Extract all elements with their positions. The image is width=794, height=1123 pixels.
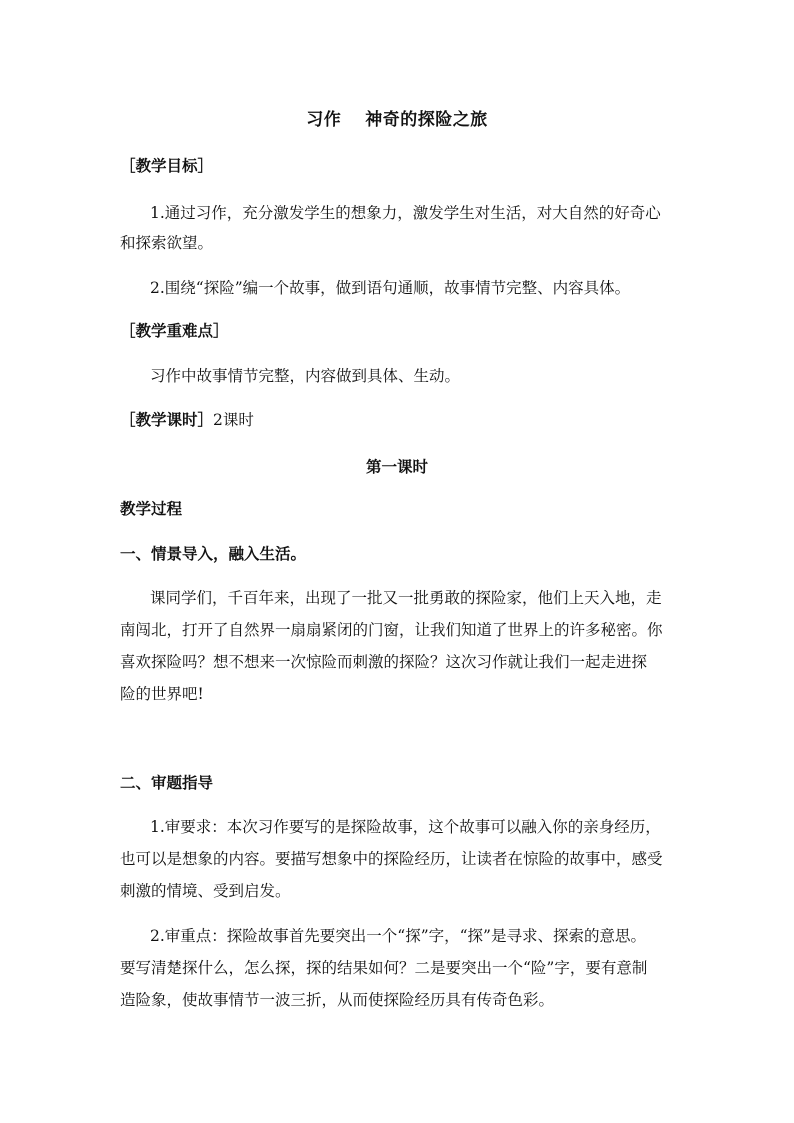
keypoints-heading: ［教学重难点］ (120, 322, 229, 340)
section-2-item-1-line-1: 1.审要求：本次习作要写的是探险故事，这个故事可以融入你的亲身经历， (150, 818, 661, 836)
section-2-item-1-line-3: 刺激的情境、受到启发。 (120, 882, 291, 900)
section-2-item-2-line-2: 要写清楚探什么，怎么探，探的结果如何？二是要突出一个“险”字，要有意制 (120, 959, 648, 977)
title-part-1: 习作 (306, 110, 342, 130)
keypoints-text: 习作中故事情节完整，内容做到具体、生动。 (150, 367, 461, 385)
lesson-heading: 第一课时 (365, 458, 428, 476)
objective-1-line-2: 和探索欲望。 (120, 234, 214, 252)
objective-1-line-1: 1.通过习作，充分激发学生的想象力，激发学生对生活，对大自然的好奇心 (150, 204, 661, 222)
process-heading: 教学过程 (120, 500, 183, 518)
section-1-line-1: 课同学们，千百年来，出现了一批又一批勇敢的探险家，他们上天入地，走 (150, 589, 662, 607)
objectives-heading: ［教学目标］ (120, 157, 214, 175)
section-2-item-1-line-2: 也可以是想象的内容。要描写想象中的探险经历，让读者在惊险的故事中，感受 (120, 850, 663, 868)
section-2-heading: 二、审题指导 (120, 774, 214, 792)
section-1-heading: 一、情景导入，融入生活。 (120, 545, 307, 563)
hours-heading: ［教学课时］ (120, 411, 214, 429)
section-2-item-2-line-1: 2.审重点：探险故事首先要突出一个“探”字，“探”是寻求、探索的意思。 (150, 927, 646, 945)
title-part-2: 神奇的探险之旅 (365, 110, 488, 130)
document-title (0, 105, 794, 130)
hours-value: 2课时 (213, 411, 254, 429)
section-1-line-2: 南闯北，打开了自然界一扇扇紧闭的门窗，让我们知道了世界上的许多秘密。你 (120, 621, 663, 639)
section-1-line-3: 喜欢探险吗？想不想来一次惊险而刺激的探险？这次习作就让我们一起走进探 (120, 653, 648, 671)
hours-line (120, 409, 680, 431)
section-1-line-4: 险的世界吧! (120, 685, 204, 703)
objective-2: 2.围绕“探险”编一个故事，做到语句通顺，故事情节完整、内容具体。 (150, 279, 631, 297)
section-2-item-2-line-3: 造险象，使故事情节一波三折，从而使探险经历具有传奇色彩。 (120, 991, 555, 1009)
